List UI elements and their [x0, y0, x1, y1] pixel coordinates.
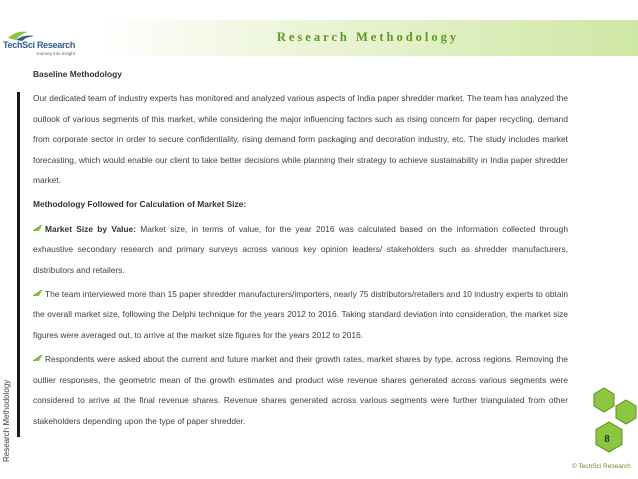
- bullet-text: Respondents were asked about the current and future market and their growth rates, market shares by type, across regions. Removing the outlier responses, the geometric mean of the growth estimates and product wise revenue shares generated across various segments were considered to arrive at the final revenue shares. Revenue shares generated across various segments were further triangulated from other stakeholders depending upon the type of paper shredder.: [33, 354, 568, 426]
- side-divider: [17, 92, 20, 437]
- bullet-text: Market size, in terms of value, for the year 2016 was calculated based on the information collected through exhaustive secondary research and primary surveys across various key opinion leaders/ stakeholders such as shredder manufacturers, distributors and retailers.: [33, 223, 568, 275]
- page-number: 8: [604, 433, 610, 445]
- main-content: [33, 64, 568, 435]
- page-title: Research Methodology: [276, 30, 460, 44]
- methodology-heading: Methodology Followed for Calculation of Market Size:: [33, 199, 247, 210]
- logo-name: TechSci Research: [3, 40, 76, 50]
- arrow-bullet-icon: [33, 224, 43, 232]
- arrow-bullet-icon: [33, 289, 43, 297]
- bullet-item: [33, 284, 568, 345]
- arrow-bullet-icon: [33, 354, 43, 362]
- copyright-text: © TechSci Research: [572, 463, 631, 470]
- bullet-lead: Market Size by Value:: [45, 223, 136, 234]
- logo-tagline: Journey into Insight: [36, 51, 76, 56]
- bullet-text: The team interviewed more than 15 paper shredder manufacturers/importers, nearly 75 distributors/retailers and 10 industry experts to obtain the overall market size, following the Delphi technique for the years 2012 to 2016. Taking standard deviation into consideration, the market size figures were averaged out, to arrive at the market size figures for the years 2012 to 2016.: [33, 289, 568, 340]
- baseline-paragraph: Our dedicated team of industry experts has monitored and analyzed various aspects of India paper shredder market. The team has analyzed the outlook of various segments of this market, while considering the major influencing factors such as rising concern for paper recycling, demand from corporate sector in order to secure confidentiality, rising demand form packaging and decoration industry, etc. The study includes market forecasting, which would enable our client to take better decisions while planning their strategy to achieve sustainability in India paper shredder market.: [33, 93, 568, 186]
- company-logo: [0, 22, 96, 58]
- bullet-item: [33, 219, 568, 280]
- baseline-heading: Baseline Methodology: [33, 69, 122, 79]
- bullet-item: [33, 349, 568, 431]
- hexagon-decoration-icon: [580, 382, 638, 462]
- side-section-label: Research Methodology: [2, 379, 11, 462]
- title-band: [98, 20, 638, 56]
